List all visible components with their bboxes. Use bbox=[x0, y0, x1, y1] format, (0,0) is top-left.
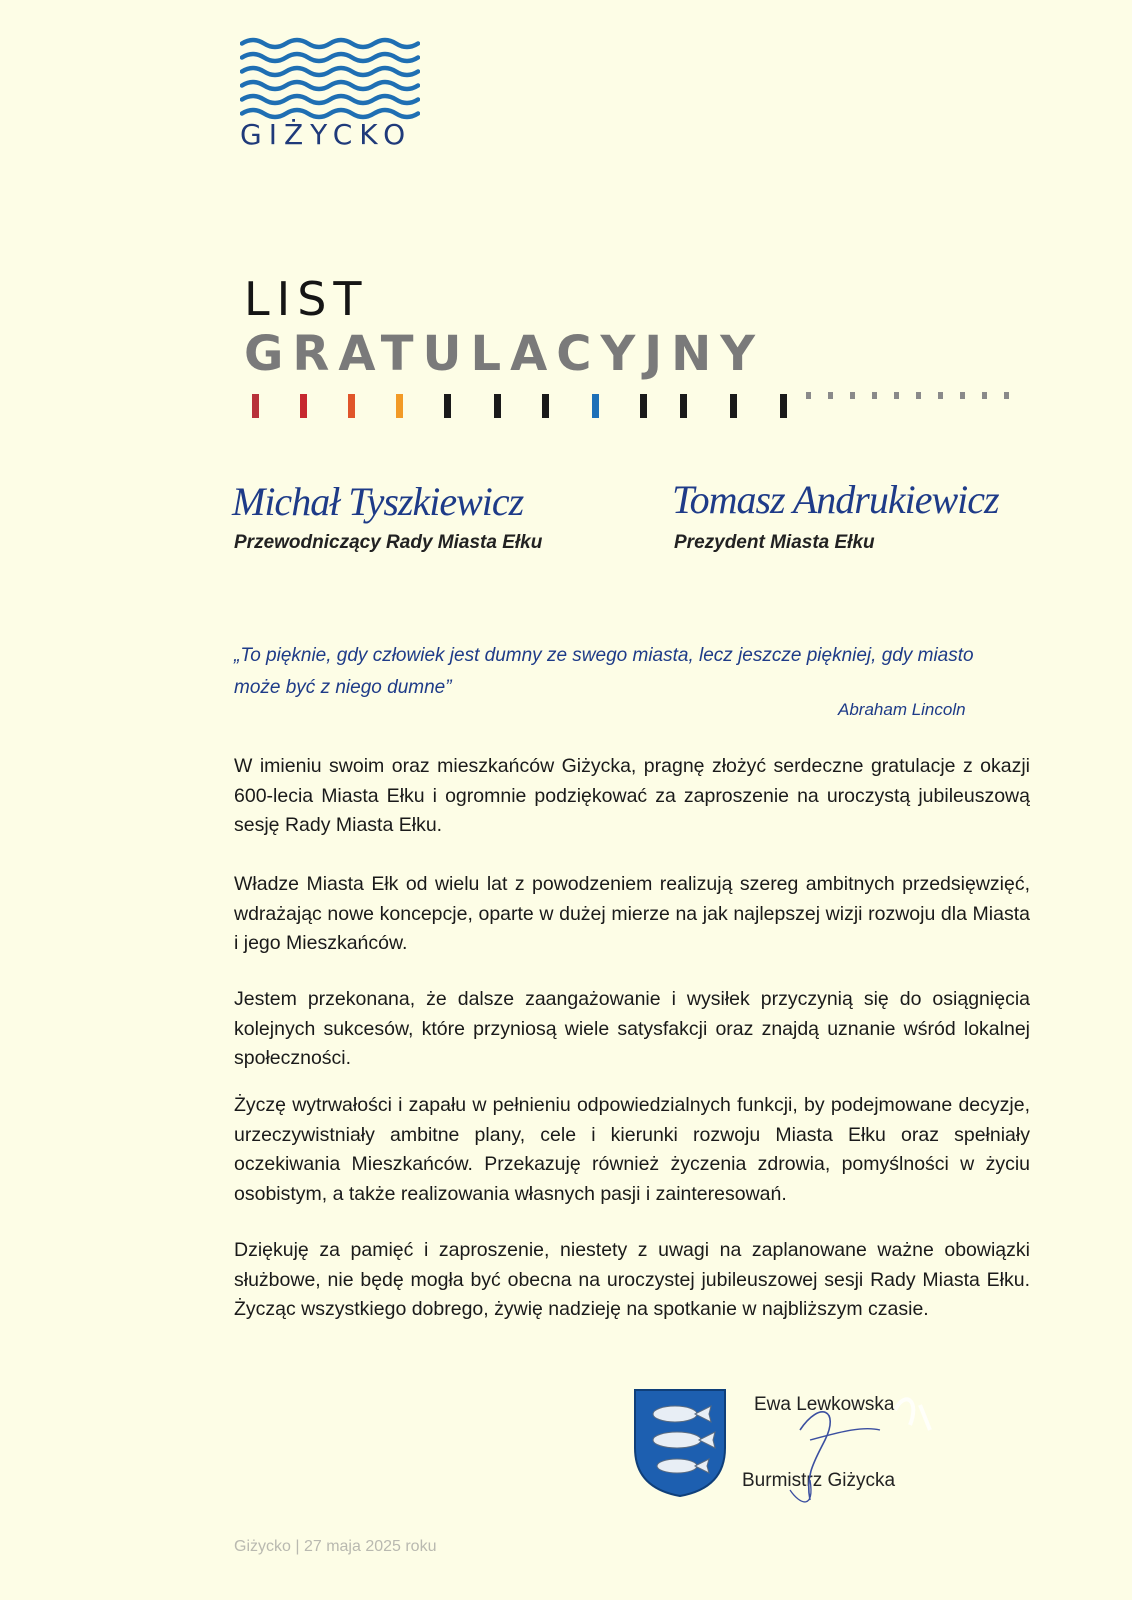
handwritten-signature bbox=[770, 1380, 940, 1520]
title-line-2: GRATULACYJNY bbox=[244, 326, 765, 382]
title-line-1: LIST bbox=[244, 272, 369, 326]
bar-6 bbox=[494, 394, 501, 418]
body-paragraph-1: W imieniu swoim oraz mieszkańców Giżycka, pragnę złożyć serdeczne gratulacje z okazji 600-lecia Miasta Ełku i ogromnie podziękować za zaproszenie na uroczystą jubileuszową sesję Rady Miasta Ełku. bbox=[234, 755, 1030, 836]
body-paragraph-4: Życzę wytrwałości i zapału w pełnieniu odpowiedzialnych funkcji, by podejmowane decyzje, urzeczywistniały ambitne plany, cele i kierunki rozwoju Miasta Ełku oraz spełniały oczekiwania Mieszkańców. Przekazuję również życzenia zdrowia, pomyślności w życiu osobistym, a także realizowania własnych pasji i zainteresowań. bbox=[234, 1094, 1030, 1205]
bar-8 bbox=[592, 394, 599, 418]
body-paragraph-3: Jestem przekonana, że dalsze zaangażowanie i wysiłek przyczynią się do osiągnięcia kolejnych sukcesów, które przyniosą wiele satysfakcji oraz znajdą uznanie wśród lokalnej społeczności. bbox=[234, 988, 1030, 1069]
addressee-1-role: Przewodniczący Rady Miasta Ełku bbox=[234, 532, 543, 553]
bar-9 bbox=[640, 394, 647, 418]
signer-name: Ewa Lewkowska bbox=[754, 1394, 895, 1415]
bar-3 bbox=[348, 394, 355, 418]
decorative-color-bars bbox=[244, 390, 1044, 420]
bar-1 bbox=[252, 394, 259, 418]
bar-12 bbox=[780, 394, 787, 418]
bar-5 bbox=[444, 394, 451, 418]
bar-2 bbox=[300, 394, 307, 418]
addressee-2-role: Prezydent Miasta Ełku bbox=[674, 532, 875, 553]
body-paragraph-2: Władze Miasta Ełk od wielu lat z powodzeniem realizują szereg ambitnych przedsięwzięć, wdrażając nowe koncepcje, oparte w dużej mierze na jak najlepszej wizji rozwoju dla Miasta i jego Mieszkańców. bbox=[234, 873, 1030, 954]
bar-7 bbox=[542, 394, 549, 418]
footer-place-date: Giżycko | 27 maja 2025 roku bbox=[234, 1538, 437, 1555]
addressee-2-name: Tomasz Andrukiewicz bbox=[672, 477, 999, 522]
coat-of-arms-fish-icon bbox=[633, 1388, 727, 1498]
logo-wordmark: GIŻYCKO bbox=[240, 118, 413, 151]
bar-10 bbox=[680, 394, 687, 418]
quote-text: „To pięknie, gdy człowiek jest dumny ze swego miasta, lecz jeszcze piękniej, gdy miasto może być z niego dumne” bbox=[234, 645, 974, 698]
signer-title: Burmistrz Giżycka bbox=[742, 1470, 896, 1491]
addressee-1-name: Michał Tyszkiewicz bbox=[232, 479, 524, 524]
bar-11 bbox=[730, 394, 737, 418]
quote-author: Abraham Lincoln bbox=[838, 700, 966, 719]
bar-4 bbox=[396, 394, 403, 418]
body-paragraph-5: Dziękuję za pamięć i zaproszenie, niestety z uwagi na zaplanowane ważne obowiązki służbowe, nie będę mogła być obecna na uroczystej jubileuszowej sesji Rady Miasta Ełku. Życząc wszystkiego dobrego, żywię nadzieję na spotkanie w najbliższym czasie. bbox=[234, 1239, 1030, 1320]
